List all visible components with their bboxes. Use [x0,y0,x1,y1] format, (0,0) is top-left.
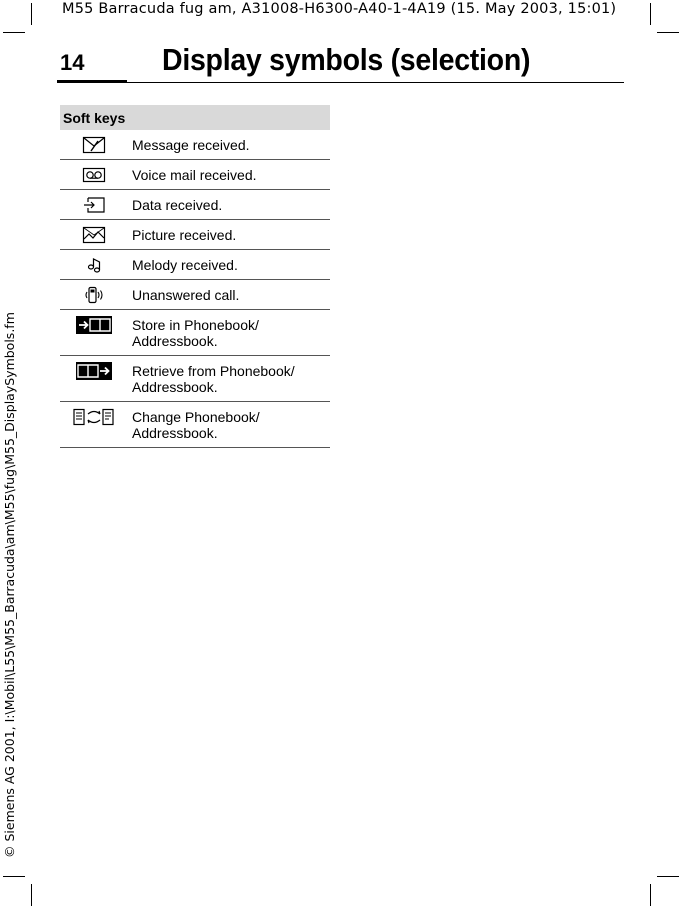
row-label: Message received. [127,130,330,160]
crop-mark [31,3,32,25]
crop-mark [657,876,679,877]
title-rule-thick [57,80,127,83]
row-label: Unanswered call. [127,280,330,310]
row-label: Store in Phonebook/ Addressbook. [127,310,330,356]
unanswered-call-icon [82,286,106,304]
row-label: Change Phonebook/ Addressbook. [127,402,330,448]
table-row [60,310,330,356]
voicemail-icon [82,166,106,184]
table-row [60,130,330,160]
table-row [60,280,330,310]
table-row [60,402,330,448]
data-received-icon [82,196,106,214]
table-heading: Soft keys [60,105,330,130]
table-row [60,220,330,250]
store-phonebook-icon [76,316,112,334]
row-label: Retrieve from Phonebook/ Addressbook. [127,356,330,402]
row-label: Data received. [127,190,330,220]
table-row [60,356,330,402]
crop-mark [31,884,32,906]
picture-icon [82,226,106,244]
table-row [60,160,330,190]
crop-mark [650,884,651,906]
row-label: Picture received. [127,220,330,250]
crop-mark [657,32,679,33]
crop-mark [3,876,25,877]
table-row [60,250,330,280]
row-label: Voice mail received. [127,160,330,190]
crop-mark [650,3,651,25]
crop-mark [3,32,25,33]
side-copyright-path: © Siemens AG 2001, I:\Mobil\L55\M55_Barracuda\am\M55\fug\M55_DisplaySymbols.fm [2,312,17,858]
melody-note-icon [82,256,106,274]
change-phonebook-icon [72,408,116,426]
document-header-line: M55 Barracuda fug am, A31008-H6300-A40-1-4A19 (15. May 2003, 15:01) [62,1,617,17]
title-rule [127,82,624,83]
message-envelope-icon [82,136,106,154]
page-number: 14 [60,50,85,75]
soft-keys-table [60,105,330,448]
page-title: Display symbols (selection) [162,42,531,77]
retrieve-phonebook-icon [76,362,112,380]
row-label: Melody received. [127,250,330,280]
table-row [60,190,330,220]
